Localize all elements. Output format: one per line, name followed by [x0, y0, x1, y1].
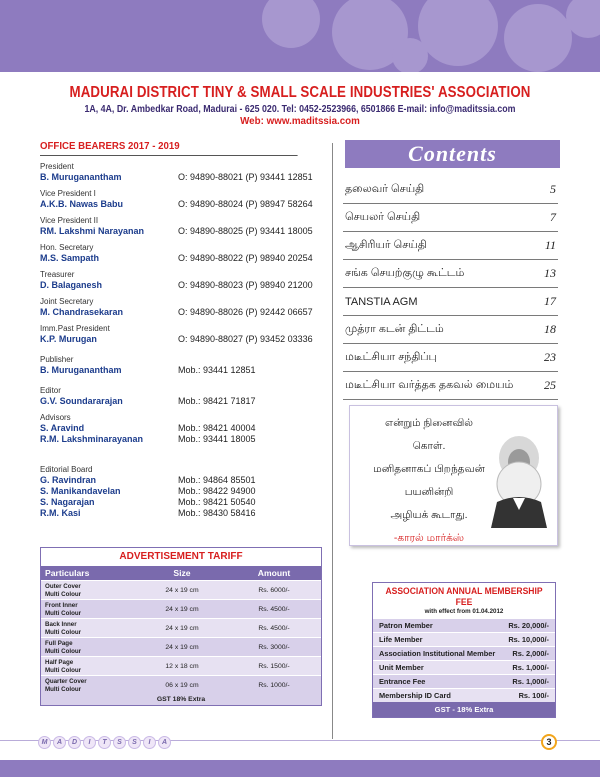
membership-footer: GST - 18% Extra: [373, 702, 555, 717]
decor-bubble: [504, 4, 572, 72]
fee-label: Membership ID Card: [379, 691, 451, 700]
membership-fee-table: [372, 582, 556, 718]
tariff-footer: GST 18% Extra: [41, 694, 321, 705]
toc-label: மடீட்சியா சந்திப்பு: [345, 350, 437, 363]
advisor-name: S. Aravind: [40, 423, 85, 433]
fee-label: Life Member: [379, 635, 423, 644]
editor-entry: [40, 386, 325, 407]
tariff-row: [41, 637, 321, 656]
org-name: MADURAI DISTRICT TINY & SMALL SCALE INDUSTRIES' ASSOCIATION: [69, 84, 531, 101]
tariff-size: 24 x 19 cm: [165, 605, 199, 613]
board-member-name: G. Ravindran: [40, 475, 97, 485]
tariff-title: ADVERTISEMENT TARIFF: [119, 551, 243, 562]
tariff-row: [41, 675, 321, 694]
bearer-entry: [40, 243, 325, 264]
tariff-size: 24 x 19 cm: [165, 586, 199, 594]
tariff-particular: Outer Cover: [45, 583, 81, 590]
publisher-entry: [40, 355, 325, 376]
decor-bubble: [262, 0, 320, 48]
toc-page: 23: [544, 350, 556, 364]
column-divider: [332, 143, 333, 739]
bearer-name: M.S. Sampath: [40, 253, 100, 263]
bearer-phone: O: 94890-88025 (P) 93441 18005: [178, 226, 313, 236]
tariff-header-cell: Amount: [257, 568, 291, 578]
quote-line: மனிதனாகப் பிறந்தவன்: [373, 463, 485, 475]
logo-letter: T: [98, 736, 111, 749]
bearer-phone: O: 94890-88023 (P) 98940 21200: [178, 280, 313, 290]
board-member-phone: Mob.: 98422 94900: [178, 486, 256, 496]
tariff-row: [41, 656, 321, 675]
board-member-name: S. Nagarajan: [40, 497, 95, 507]
tariff-size: 12 x 18 cm: [165, 662, 199, 670]
page-header: [0, 84, 600, 127]
tariff-size: 24 x 19 cm: [165, 624, 199, 632]
bearer-entry: [40, 297, 325, 318]
tariff-particular-sub: Multi Colour: [45, 591, 82, 598]
tariff-particular-sub: Multi Colour: [45, 629, 82, 636]
logo-letter: S: [113, 736, 126, 749]
tariff-amount: Rs. 1000/-: [258, 681, 290, 689]
fee-row: [373, 618, 555, 632]
toc-label: மடீட்சியா வர்த்தக தகவல் மையம்: [345, 378, 514, 391]
membership-rows: [373, 618, 555, 702]
board-member-phone: Mob.: 98430 58416: [178, 508, 256, 518]
bearer-name: A.K.B. Nawas Babu: [40, 199, 124, 209]
advisors-role: Advisors: [40, 413, 71, 422]
maditssia-logo: [38, 736, 173, 749]
bearer-name: RM. Lakshmi Narayanan: [40, 226, 145, 236]
toc-item[interactable]: [343, 344, 558, 372]
tariff-size: 24 x 19 cm: [165, 643, 199, 651]
bearer-phone: O: 94890-88024 (P) 98947 58264: [178, 199, 313, 209]
tariff-amount: Rs. 6000/-: [258, 586, 290, 594]
publisher-name: B. Muruganantham: [40, 365, 122, 375]
org-website: Web: www.maditssia.com: [240, 116, 360, 127]
bearer-entry: [40, 162, 325, 183]
quote-box: [349, 405, 558, 546]
bearer-role: Joint Secretary: [40, 297, 94, 306]
office-bearers-title: OFFICE BEARERS 2017 - 2019: [40, 140, 298, 156]
tariff-particular-sub: Multi Colour: [45, 667, 82, 674]
membership-title: ASSOCIATION ANNUAL MEMBERSHIP FEE: [382, 583, 546, 608]
toc-item[interactable]: [343, 204, 558, 232]
quote-line: கொள்.: [412, 440, 446, 452]
advisor-phone: Mob.: 98421 40004: [178, 423, 256, 433]
bearer-entry: [40, 270, 325, 291]
tariff-row: [41, 599, 321, 618]
bearer-name: D. Balaganesh: [40, 280, 103, 290]
membership-subtitle: with effect from 01.04.2012: [424, 608, 504, 615]
toc-label: ஆசிரியர் செய்தி: [345, 238, 427, 251]
tariff-particular: Full Page: [45, 640, 73, 647]
logo-letter: A: [158, 736, 171, 749]
fee-label: Association Institutional Member: [379, 649, 496, 658]
contents-header: [345, 140, 560, 168]
tariff-header-cell: Particulars: [45, 568, 90, 578]
toc-page: 18: [544, 322, 556, 336]
tariff-particular-sub: Multi Colour: [45, 686, 82, 693]
tariff-amount: Rs. 4500/-: [258, 624, 290, 632]
tariff-particular: Back Inner: [45, 621, 77, 628]
bearer-role: Imm.Past President: [40, 324, 110, 333]
bearer-name: B. Muruganantham: [40, 172, 122, 182]
board-member-name: S. Manikandavelan: [40, 486, 121, 496]
toc-page: 25: [544, 378, 556, 392]
board-member-phone: Mob.: 98421 50540: [178, 497, 256, 507]
office-bearers-section: [40, 140, 325, 519]
bearer-role: Vice President II: [40, 216, 99, 225]
tariff-header-cell: Size: [173, 568, 191, 578]
toc-item[interactable]: [343, 372, 558, 400]
bearer-role: Hon. Secretary: [40, 243, 94, 252]
fee-row: [373, 660, 555, 674]
bearer-phone: O: 94890-88026 (P) 92442 06657: [178, 307, 313, 317]
bearer-entry: [40, 216, 325, 237]
quote-line: என்றும் நினைவில்: [385, 417, 473, 429]
bearer-phone: O: 94890-88021 (P) 93441 12851: [178, 172, 313, 182]
bearer-phone: O: 94890-88022 (P) 98940 20254: [178, 253, 313, 263]
table-of-contents: [343, 176, 558, 400]
toc-item[interactable]: [343, 288, 558, 316]
fee-amount: Rs. 2,000/-: [512, 649, 549, 658]
fee-row: [373, 632, 555, 646]
publisher-role: Publisher: [40, 355, 74, 364]
toc-label: சங்க செயற்குழு கூட்டம்: [345, 266, 465, 279]
fee-amount: Rs. 100/-: [518, 691, 549, 700]
fee-amount: Rs. 20,000/-: [508, 621, 549, 630]
decor-bubble: [392, 38, 428, 72]
bearer-entry: [40, 324, 325, 345]
bearer-entry: [40, 189, 325, 210]
decor-bubble: [418, 0, 498, 66]
bearer-name: M. Chandrasekaran: [40, 307, 124, 317]
toc-label: முத்ரா கடன் திட்டம்: [345, 322, 444, 335]
bearer-phone: O: 94890-88027 (P) 93452 03336: [178, 334, 313, 344]
fee-amount: Rs. 1,000/-: [512, 677, 549, 686]
editor-role: Editor: [40, 386, 61, 395]
contents-title: Contents: [408, 141, 497, 166]
toc-page: 7: [550, 210, 556, 224]
board-member-name: R.M. Kasi: [40, 508, 81, 518]
toc-page: 5: [550, 182, 556, 196]
bottom-banner: [0, 760, 600, 777]
tariff-particular: Front Inner: [45, 602, 78, 609]
toc-page: 13: [544, 266, 556, 280]
advisor-name: R.M. Lakshminarayanan: [40, 434, 144, 444]
advisors-entry: [40, 413, 325, 445]
tariff-particular: Quarter Cover: [45, 678, 87, 685]
advisor-phone: Mob.: 93441 18005: [178, 434, 256, 444]
advertisement-tariff-table: [40, 547, 322, 706]
portrait-image: [487, 428, 551, 528]
quote-author: -காரல் மார்க்ஸ்: [393, 532, 465, 544]
tariff-particular-sub: Multi Colour: [45, 648, 82, 655]
bearer-name: K.P. Murugan: [40, 334, 97, 344]
fee-row: [373, 674, 555, 688]
editorial-board-entry: [40, 465, 325, 519]
tariff-particular-sub: Multi Colour: [45, 610, 82, 617]
toc-label: செயலர் செய்தி: [345, 210, 421, 223]
publisher-phone: Mob.: 93441 12851: [178, 365, 256, 375]
editor-phone: Mob.: 98421 71817: [178, 396, 256, 406]
tariff-header-row: [41, 565, 321, 580]
fee-label: Patron Member: [379, 621, 433, 630]
tariff-size: 06 x 19 cm: [165, 681, 199, 689]
logo-letter: I: [83, 736, 96, 749]
tariff-body: [41, 580, 321, 694]
toc-item[interactable]: [343, 260, 558, 288]
editorial-board-role: Editorial Board: [40, 465, 93, 474]
logo-letter: D: [68, 736, 81, 749]
page-number: 3: [541, 734, 557, 750]
toc-page: 11: [544, 238, 556, 252]
toc-item[interactable]: [343, 232, 558, 260]
fee-amount: Rs. 1,000/-: [512, 663, 549, 672]
fee-row: [373, 646, 555, 660]
toc-page: 17: [544, 294, 556, 308]
logo-letter: A: [53, 736, 66, 749]
top-banner: [0, 0, 600, 72]
toc-label: TANSTIA AGM: [345, 295, 418, 308]
logo-letter: S: [128, 736, 141, 749]
bearer-role: President: [40, 162, 74, 171]
bearer-role: Vice President I: [40, 189, 96, 198]
toc-item[interactable]: [343, 176, 558, 204]
logo-letter: M: [38, 736, 51, 749]
quote-line: அழியக் கூடாது.: [390, 509, 468, 521]
logo-letter: I: [143, 736, 156, 749]
tariff-amount: Rs. 3000/-: [258, 643, 290, 651]
fee-label: Entrance Fee: [379, 677, 426, 686]
toc-label: தலைவர் செய்தி: [345, 182, 425, 195]
org-address: 1A, 4A, Dr. Ambedkar Road, Madurai - 625 020. Tel: 0452-2523966, 6501866 E-mail: info@maditssia.com: [84, 104, 516, 115]
tariff-amount: Rs. 4500/-: [258, 605, 290, 613]
tariff-row: [41, 618, 321, 637]
quote-line: பயனின்றி: [404, 486, 454, 498]
fee-amount: Rs. 10,000/-: [508, 635, 549, 644]
fee-label: Unit Member: [379, 663, 424, 672]
tariff-amount: Rs. 1500/-: [258, 662, 290, 670]
tariff-particular: Half Page: [45, 659, 74, 666]
bearer-role: Treasurer: [40, 270, 75, 279]
tariff-row: [41, 580, 321, 599]
toc-item[interactable]: [343, 316, 558, 344]
quote-text: [364, 412, 494, 550]
editor-name: G.V. Soundararajan: [40, 396, 123, 406]
fee-row: [373, 688, 555, 702]
board-member-phone: Mob.: 94864 85501: [178, 475, 256, 485]
